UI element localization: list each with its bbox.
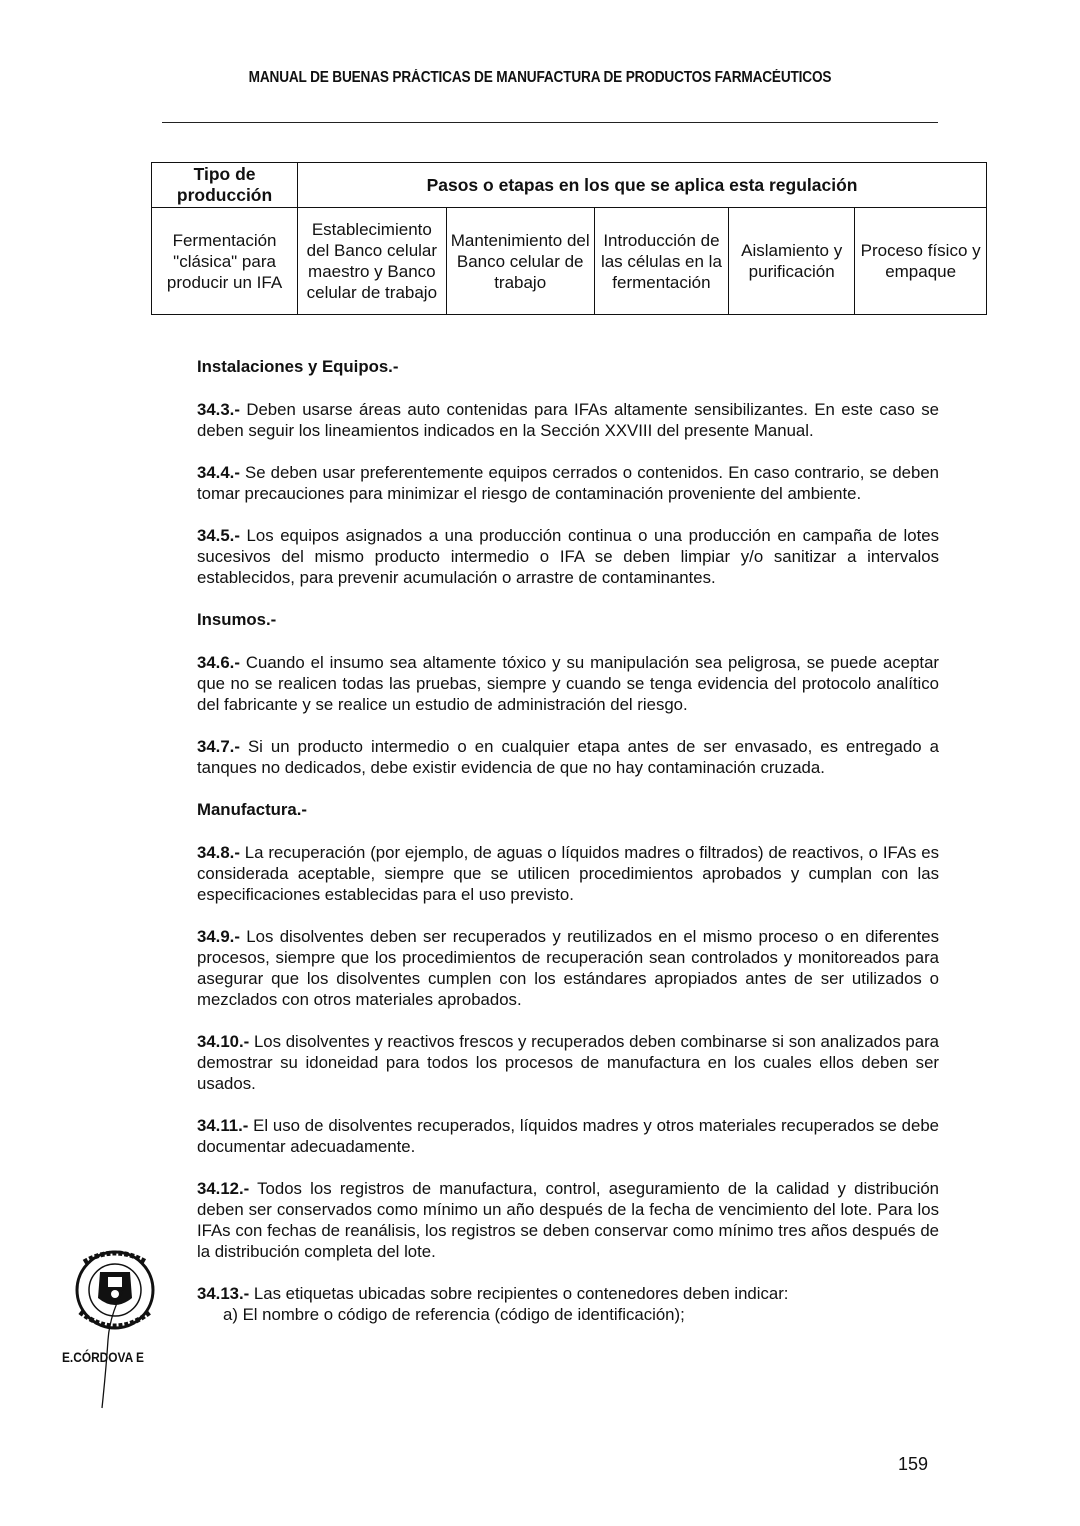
paragraph-text: Los disolventes y reactivos frescos y recuperados deben combinarse si son analizados para demostrar su idoneidad para todos los procesos de manufactura en los cuales ellos deben ser usados. xyxy=(197,1032,939,1093)
paragraph-number: 34.9.- xyxy=(197,927,240,946)
paragraph-text: El uso de disolventes recuperados, líquidos madres y otros materiales recuperados se debe documentar adecuadamente. xyxy=(197,1116,939,1156)
cell-step: Establecimiento del Banco celular maestro y Banco celular de trabajo xyxy=(298,208,446,315)
paragraph-34-13 xyxy=(197,1283,939,1304)
cell-step: Proceso físico y empaque xyxy=(855,208,987,315)
paragraph-number: 34.4.- xyxy=(197,463,240,482)
paragraph-number: 34.3.- xyxy=(197,400,240,419)
table-row xyxy=(152,208,987,315)
paragraph-34-3 xyxy=(197,399,939,441)
section-title-manufactura: Manufactura.- xyxy=(197,800,308,819)
paragraph-text: La recuperación (por ejemplo, de aguas o líquidos madres o filtrados) de reactivos, o IFAs es considerada aceptable, siempre que se utilicen procedimientos aprobados y cumplan con las especificaciones establecidas para el uso previsto. xyxy=(197,843,939,904)
page-number: 159 xyxy=(898,1454,929,1474)
paragraph-34-4 xyxy=(197,462,939,504)
paragraph-text: Los equipos asignados a una producción continua o una producción en campaña de lotes sucesivos del mismo producto intermedio o IFA se deben limpiar y/o sanitizar a intervalos establecidos, para prevenir acumulación o arrastre de contaminantes. xyxy=(197,526,939,587)
paragraph-text: Se deben usar preferentemente equipos cerrados o contenidos. En caso contrario, se deben tomar precauciones para minimizar el riesgo de contaminación proveniente del ambiente. xyxy=(197,463,939,503)
cell-step: Aislamiento y purificación xyxy=(729,208,855,315)
table-header-row xyxy=(152,163,987,208)
paragraph-34-10 xyxy=(197,1031,939,1094)
paragraph-number: 34.6.- xyxy=(197,653,240,672)
cell-tipo: Fermentación "clásica" para producir un IFA xyxy=(152,208,298,315)
cell-step: Mantenimiento del Banco celular de trabajo xyxy=(446,208,594,315)
paragraph-text: Todos los registros de manufactura, control, aseguramiento de la calidad y distribución deben ser conservados como mínimo un año después de la fecha de vencimiento del lote. Para los IFAs con fechas de reanálisis, los registros se deben conservar como mínimo tres años después de la distribución completa del lote. xyxy=(197,1179,939,1261)
paragraph-34-5 xyxy=(197,525,939,588)
regulation-steps-table xyxy=(151,162,987,315)
section-title-insumos: Insumos.- xyxy=(197,610,277,629)
paragraph-number: 34.5.- xyxy=(197,526,240,545)
header-divider xyxy=(162,122,938,123)
section-title-instalaciones: Instalaciones y Equipos.- xyxy=(197,357,399,376)
document-body xyxy=(197,356,939,1325)
list-item: a) El nombre o código de referencia (código de identificación); xyxy=(223,1305,685,1324)
paragraph-number: 34.7.- xyxy=(197,737,240,756)
paragraph-number: 34.13.- xyxy=(197,1284,250,1303)
official-seal-icon xyxy=(58,1250,173,1410)
paragraph-text: Si un producto intermedio o en cualquier etapa antes de ser envasado, es entregado a tanques no dedicados, debe existir evidencia de que no hay contaminación cruzada. xyxy=(197,737,939,777)
paragraph-34-6 xyxy=(197,652,939,715)
paragraph-text: Las etiquetas ubicadas sobre recipientes o contenedores deben indicar: xyxy=(249,1284,789,1303)
document-header-title: MANUAL DE BUENAS PRÁCTICAS DE MANUFACTURA DE PRODUCTOS FARMACÉUTICOS xyxy=(248,69,832,86)
paragraph-text: Deben usarse áreas auto contenidas para IFAs altamente sensibilizantes. En este caso se deben seguir los lineamientos indicados en la Sección XXVIII del presente Manual. xyxy=(197,400,939,440)
paragraph-text: Cuando el insumo sea altamente tóxico y su manipulación sea peligrosa, se puede aceptar que no se realicen todas las pruebas, siempre y cuando se tenga evidencia del protocolo analítico del fabricante y se realice un estudio de administración del riesgo. xyxy=(197,653,939,714)
paragraph-text: Los disolventes deben ser recuperados y reutilizados en el mismo proceso o en diferentes procesos, siempre que los procedimientos de recuperación sean controlados y monitoreados para asegurar que los disolventes cumplen con los estándares apropiados antes de ser utilizados o mezclados con otros materiales aprobados. xyxy=(197,927,939,1009)
cell-step: Introducción de las células en la fermentación xyxy=(594,208,728,315)
paragraph-number: 34.10.- xyxy=(197,1032,250,1051)
header-pasos-etapas: Pasos o etapas en los que se aplica esta regulación xyxy=(298,163,987,208)
paragraph-number: 34.11.- xyxy=(197,1116,249,1135)
paragraph-number: 34.12.- xyxy=(197,1179,250,1198)
paragraph-number: 34.8.- xyxy=(197,843,240,862)
signature-name: E.CÓRDOVA E xyxy=(62,1349,144,1365)
paragraph-34-9 xyxy=(197,926,939,1010)
header-tipo-produccion: Tipo de producción xyxy=(152,163,298,208)
paragraph-34-7 xyxy=(197,736,939,778)
paragraph-34-12 xyxy=(197,1178,939,1262)
paragraph-34-11 xyxy=(197,1115,939,1157)
paragraph-34-8 xyxy=(197,842,939,905)
